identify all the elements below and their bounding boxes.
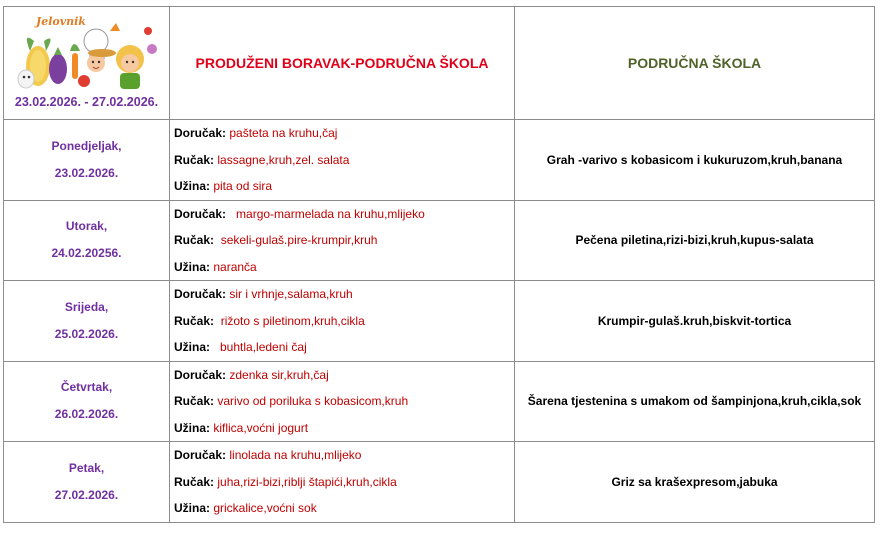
- meals-cell: [170, 281, 515, 362]
- snack-label: Užina:: [174, 179, 210, 193]
- breakfast-label: Doručak:: [174, 448, 227, 462]
- day-name: Ponedjeljak,: [51, 138, 122, 153]
- breakfast-value: sir i vrhnje,salama,kruh: [229, 287, 353, 301]
- day-row: [4, 361, 875, 442]
- logo-cell: [4, 7, 170, 120]
- snack-value: grickalice,voćni sok: [213, 501, 317, 515]
- lunch-label: Ručak:: [174, 152, 215, 167]
- day-cell: [4, 200, 170, 281]
- school-meal-cell: Krumpir-gulaš.kruh,biskvit-tortica: [515, 281, 875, 362]
- school-meal-cell: Griz sa krašexpresom,jabuka: [515, 442, 875, 523]
- day-date: 26.02.2026.: [54, 407, 119, 422]
- day-date: 24.02.20256.: [51, 246, 122, 261]
- day-name: Četvrtak,: [60, 380, 113, 395]
- snack-value: pita od sira: [213, 179, 273, 193]
- header-row: [4, 7, 875, 120]
- snack-label: Užina:: [174, 501, 210, 515]
- school-meal-cell: Grah -varivo s kobasicom i kukuruzom,kruh,banana: [515, 120, 875, 201]
- lunch-label: Ručak:: [174, 313, 215, 328]
- day-date: 23.02.2026.: [54, 165, 119, 180]
- meals-cell: [170, 200, 515, 281]
- snack-value: buhtla,ledeni čaj: [213, 340, 307, 354]
- day-name: Petak,: [68, 460, 105, 475]
- snack-label: Užina:: [174, 259, 210, 274]
- snack-value: naranča: [213, 259, 257, 274]
- meals-cell: [170, 120, 515, 201]
- school-meal-cell: Pečena piletina,rizi-bizi,kruh,kupus-salata: [515, 200, 875, 281]
- day-row: [4, 120, 875, 201]
- column-title-extended-stay: PRODUŽENI BORAVAK-PODRUČNA ŠKOLA: [170, 7, 515, 120]
- snack-label: Užina:: [174, 340, 210, 354]
- lunch-label: Ručak:: [174, 474, 215, 489]
- school-meal-cell: Šarena tjestenina s umakom od šampinjona,kruh,cikla,sok: [515, 361, 875, 442]
- snack-label: Užina:: [174, 420, 210, 435]
- logo-title: Jelovnik: [36, 15, 86, 28]
- breakfast-label: Doručak:: [174, 367, 227, 382]
- breakfast-label: Doručak:: [174, 287, 227, 301]
- snack-value: kiflica,voćni jogurt: [213, 420, 309, 435]
- lunch-value: juha,rizi-bizi,riblji štapići,kruh,cikla: [217, 474, 397, 489]
- day-row: [4, 442, 875, 523]
- lunch-value: sekeli-gulaš.pire-krumpir,kruh: [217, 233, 378, 247]
- breakfast-label: Doručak:: [174, 126, 227, 140]
- day-cell: [4, 442, 170, 523]
- day-row: [4, 281, 875, 362]
- breakfast-value: pašteta na kruhu,čaj: [229, 126, 338, 140]
- lunch-value: lassagne,kruh,zel. salata: [217, 152, 350, 167]
- day-name: Utorak,: [65, 219, 108, 234]
- date-range: 23.02.2026. - 27.02.2026.: [14, 95, 159, 109]
- day-cell: [4, 120, 170, 201]
- day-date: 25.02.2026.: [54, 326, 119, 341]
- menu-table: [3, 6, 875, 523]
- menu-logo-illustration: [10, 11, 160, 95]
- day-name: Srijeda,: [64, 299, 109, 314]
- day-cell: [4, 281, 170, 362]
- breakfast-value: zdenka sir,kruh,čaj: [229, 367, 329, 382]
- lunch-value: rižoto s piletinom,kruh,cikla: [217, 313, 365, 328]
- day-cell: [4, 361, 170, 442]
- day-date: 27.02.2026.: [54, 487, 119, 502]
- breakfast-value: margo-marmelada na kruhu,mlijeko: [229, 206, 425, 221]
- day-row: [4, 200, 875, 281]
- lunch-label: Ručak:: [174, 233, 215, 247]
- breakfast-label: Doručak:: [174, 206, 227, 221]
- breakfast-value: linolada na kruhu,mlijeko: [229, 448, 362, 462]
- meals-cell: [170, 361, 515, 442]
- column-title-regional-school: PODRUČNA ŠKOLA: [515, 7, 875, 120]
- lunch-label: Ručak:: [174, 394, 215, 408]
- lunch-value: varivo od poriluka s kobasicom,kruh: [217, 394, 409, 408]
- meals-cell: [170, 442, 515, 523]
